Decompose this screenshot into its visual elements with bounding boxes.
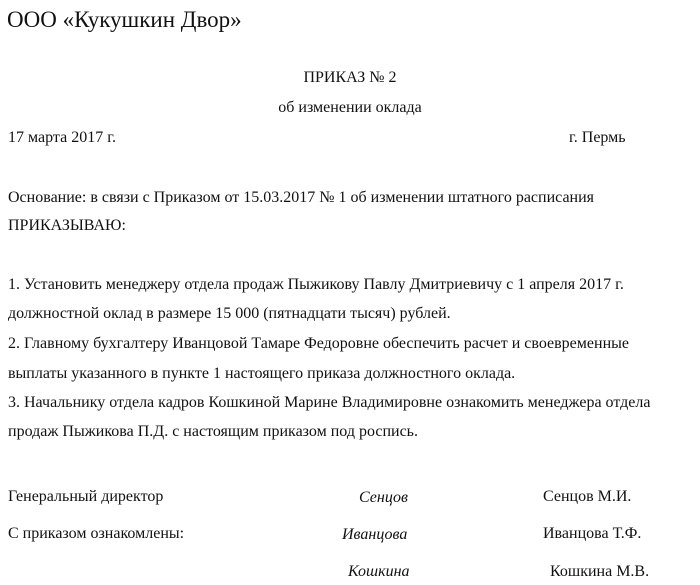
- order-city: г. Пермь: [569, 129, 626, 146]
- order-item-1-line-2: должностной оклад в размере 15 000 (пятнадцати тысяч) рублей.: [8, 305, 451, 322]
- company-name: ООО «Кукушкин Двор»: [7, 7, 242, 32]
- handwritten-signature-ivantsova: Иванцова: [342, 526, 408, 543]
- order-item-3-line-1: 3. Начальнику отдела кадров Кошкиной Марине Владимировне ознакомить менеджера отдела: [8, 394, 651, 411]
- order-word: ПРИКАЗЫВАЮ:: [8, 217, 126, 234]
- order-basis: Основание: в связи с Приказом от 15.03.2017 № 1 об изменении штатного расписания: [8, 189, 595, 206]
- signature-name-ivantsova: Иванцова Т.Ф.: [543, 525, 642, 542]
- signature-name-director: Сенцов М.И.: [543, 488, 632, 505]
- signature-name-koshkina: Кошкина М.В.: [550, 563, 650, 580]
- order-title: ПРИКАЗ № 2: [303, 69, 397, 86]
- order-item-3-line-2: продаж Пыжикова П.Д. с настоящим приказом под роспись.: [8, 423, 418, 440]
- order-item-1-line-1: 1. Установить менеджеру отдела продаж Пыжикову Павлу Дмитриевичу с 1 апреля 2017 г.: [8, 276, 624, 293]
- order-item-2-line-2: выплаты указанного в пункте 1 настоящего приказа должностного оклада.: [8, 365, 516, 382]
- signature-role-director: Генеральный директор: [8, 488, 164, 505]
- order-subject: об изменении оклада: [278, 99, 422, 116]
- signature-role-acquainted: С приказом ознакомлены:: [8, 525, 185, 542]
- order-item-2-line-1: 2. Главному бухгалтеру Иванцовой Тамаре Федоровне обеспечить расчет и своевременные: [8, 335, 629, 352]
- handwritten-signature-koshkina: Кошкина: [348, 563, 410, 580]
- handwritten-signature-director: Сенцов: [359, 489, 408, 506]
- order-date: 17 марта 2017 г.: [8, 129, 116, 146]
